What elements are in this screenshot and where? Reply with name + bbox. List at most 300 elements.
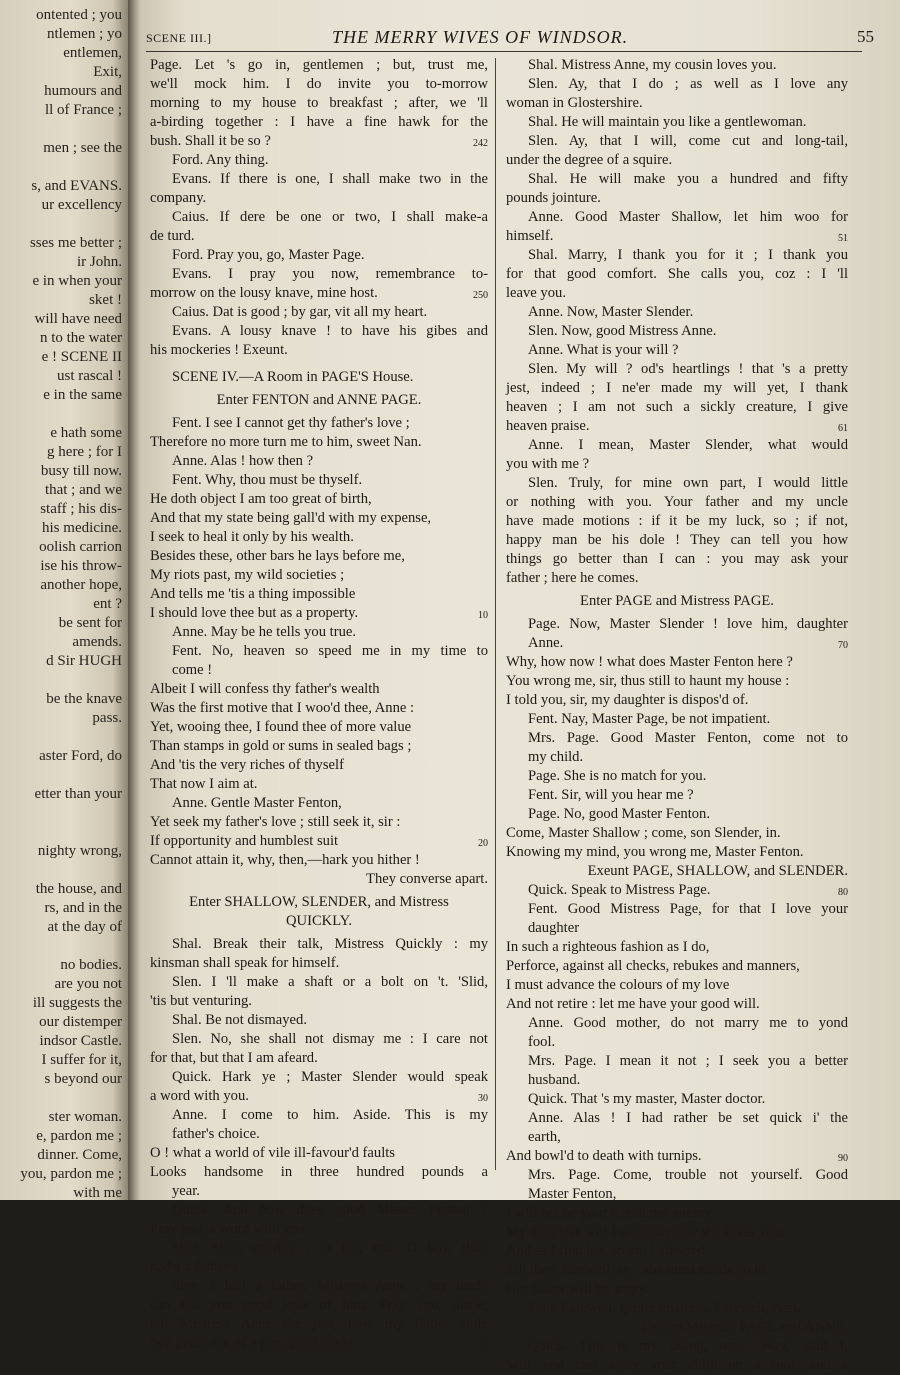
line-text: Knowing my mind, you wrong me, Master Fenton. [506,844,804,860]
book-gutter [128,0,140,1200]
text-line [506,56,848,75]
line-text: himself. [506,228,554,244]
left-page-fragment: Exit, [93,64,122,80]
text-line [506,672,848,691]
text-line [150,490,488,509]
line-text: Perforce, against all checks, rebukes and manners, [506,958,800,974]
line-text: SCENE IV.—A Room in PAGE'S House. [172,369,414,385]
line-text: Quick. This is my doing, now. 'Nay,' said I, [528,1338,848,1354]
line-text: Quick. Hark ye ; Master Slender would speak [172,1069,488,1085]
text-line [506,1261,848,1280]
line-number: 51 [838,233,848,244]
line-text: Exeunt Mistress PAGE and ANNE. [641,1319,848,1335]
line-text: Evans. A lousy knave ! to have his gibes and [172,323,488,339]
line-text: Shal. Break their talk, Mistress Quickly : my [172,936,488,952]
line-text: 'tis but venturing. [150,993,252,1009]
text-line [506,189,848,208]
line-text: Slen. I 'll make a shaft or a bolt on 't. 'Slid, [172,974,488,990]
line-text: Anne. Now, Master Slender. [528,304,694,320]
left-page-fragment: ir John. [77,254,122,270]
text-line [506,862,848,881]
left-page-fragment: ontented ; you [36,7,122,23]
line-number: 41 [478,1340,488,1351]
line-text: Shal. He will maintain you like a gentlewoman. [528,114,807,130]
left-page-fragment: that ; and we [44,482,122,498]
text-line [506,1033,848,1052]
text-line [150,1049,488,1068]
left-page-fragment: busy till now. [40,463,122,479]
line-text: father ; here he comes. [506,570,639,586]
text-line [506,1109,848,1128]
line-text: or nothing with you. Your father and my uncle [506,494,848,510]
text-line [506,1299,848,1318]
text-line [150,1334,488,1353]
line-text: Fent. Sir, will you hear me ? [528,787,694,803]
line-text: you with me ? [506,456,590,472]
left-page-fragment: g here ; for I [47,444,122,460]
left-page-fragment: pass. [92,710,122,726]
text-line [506,1280,848,1299]
page-number: 55 [857,27,874,46]
text-line [150,368,488,387]
line-number: 242 [473,138,488,149]
line-text: Anne. I mean, Master Slender, what would [528,437,848,453]
text-line [150,113,488,132]
line-text: Quick. That 's my master, Master doctor. [528,1091,766,1107]
line-text: father's choice. [172,1126,260,1142]
text-line [506,455,848,474]
line-text: Anne. [528,635,564,651]
text-line [506,919,848,938]
line-text: fool. [528,1034,556,1050]
text-line [150,528,488,547]
line-text: Fent. Good Mistress Page, for that I love your [528,901,848,917]
line-text: Fent. Why, thou must be thyself. [172,472,363,488]
line-text: Shal. She's coming ; to her, coz. O boy, thou [172,1240,488,1256]
line-text: have made motions : if it be my luck, so ; if not, [506,513,848,529]
text-line [150,1277,488,1296]
text-line [150,1011,488,1030]
left-page-fragment: ise his throw- [40,558,122,574]
text-line [506,569,848,588]
text-line [150,170,488,189]
left-page-fragment: his medicine. [42,520,122,536]
line-text: Caius. If dere be one or two, I shall make-a [172,209,488,225]
left-page-fragment: nighty wrong, [37,843,122,859]
text-line [506,1166,848,1185]
text-line [506,1337,848,1356]
line-text: Cannot attain it, why, then,—hark you hither ! [150,852,420,868]
text-line [150,509,488,528]
text-line [150,912,488,931]
line-text: In such a righteous fashion as I do, [506,939,710,955]
line-text: Anne. Alas ! how then ? [172,453,314,469]
text-line [150,1087,488,1106]
left-page-fragment: e in the same [43,387,122,403]
line-text: My daughter will I question how she loves you, [506,1224,785,1240]
line-text: jest, indeed ; I ne'er made my will yet, I thank [506,380,848,396]
text-line [506,322,848,341]
line-text: Slen. I had a father, Mistress Anne ; my uncle [172,1278,488,1294]
line-text: Enter FENTON and ANNE PAGE. [216,392,422,408]
text-line [506,265,848,284]
scene-label: SCENE III.] [146,31,212,45]
text-line [506,1071,848,1090]
line-number: 10 [478,610,488,621]
text-line [150,227,488,246]
line-text: Ford. Pray you, go, Master Page. [172,247,365,263]
text-line [506,900,848,919]
text-line [150,208,488,227]
line-text: Fent. No, heaven so speed me in my time to [172,643,488,659]
text-line [150,189,488,208]
line-text: Till then, farewell, sir : she must needs go in ; [506,1262,773,1278]
text-line [150,992,488,1011]
text-line [150,1144,488,1163]
line-text: Anne. I come to him. Aside. This is my [172,1107,488,1123]
text-line [150,870,488,889]
line-text: husband. [528,1072,581,1088]
line-text: kinsman shall speak for himself. [150,955,340,971]
text-line [150,303,488,322]
line-text: Shal. Be not dismayed. [172,1012,307,1028]
line-text: And bowl'd to death with turnips. [506,1148,702,1164]
running-title: THE MERRY WIVES OF WINDSOR. [332,27,629,47]
line-text: my child. [528,749,584,765]
left-page-fragment: entlemen, [63,45,122,61]
left-page-fragment: n to the water [39,330,122,346]
text-line [150,1182,488,1201]
text-line [150,737,488,756]
text-line [150,1258,488,1277]
line-text: O ! what a world of vile ill-favour'd faults [150,1145,395,1161]
line-text: tell Mistress Anne the jest, how my father stole [150,1316,488,1332]
left-page-fragment: be sent for [58,615,122,631]
left-page-fragment: at the day of [47,919,122,935]
text-line [506,512,848,531]
line-text: heaven praise. [506,418,590,434]
line-text: He doth object I am too great of birth, [150,491,372,507]
left-page-fragment: e, pardon me ; [36,1128,122,1144]
line-text: Quick. And how does good Master Fenton ? [172,1202,488,1218]
text-line [506,1204,848,1223]
text-line [150,1163,488,1182]
line-text: pounds jointure. [506,190,601,206]
line-text: Page. Let 's go in, gentlemen ; but, trust me, [150,57,488,73]
line-text: Evans. I pray you now, remembrance to- [172,266,488,282]
line-text: If opportunity and humblest suit [150,833,339,849]
left-page-fragment: staff ; his dis- [40,501,122,517]
line-text: Mrs. Page. Good Master Fenton, come not to [528,730,848,746]
line-text: Enter PAGE and Mistress PAGE. [580,593,774,609]
line-text: morrow on the lousy knave, mine host. [150,285,378,301]
line-text: Anne. Alas ! I had rather be set quick i' the [528,1110,848,1126]
line-text: Ford. Any thing. [172,152,269,168]
text-line [506,379,848,398]
text-line [150,585,488,604]
left-page-fragment: no bodies. [60,957,122,973]
column-divider [495,58,496,1170]
line-text: Enter SHALLOW, SLENDER, and Mistress [189,894,449,910]
line-text: I told you, sir, my daughter is dispos'd of. [506,692,749,708]
line-text: under the degree of a squire. [506,152,673,168]
line-text: Quick. Speak to Mistress Page. [528,882,711,898]
text-line [150,566,488,585]
text-line [150,1068,488,1087]
line-text: Yet seek my father's love ; still seek it, sir : [150,814,401,830]
text-line [150,547,488,566]
text-line [506,805,848,824]
text-line [150,433,488,452]
line-text: Shal. Marry, I thank you for it ; I thank you [528,247,848,263]
text-line [150,151,488,170]
text-line [150,1220,488,1239]
line-number: 250 [473,290,488,301]
line-text: Page. She is no match for you. [528,768,707,784]
left-page-fragment: amends. [72,634,122,650]
text-line [150,265,488,284]
text-line [150,680,488,699]
text-line [150,94,488,113]
line-text: company. [150,190,207,206]
line-text: come ! [172,662,213,678]
text-line [150,1201,488,1220]
line-text: bush. Shall it be so ? [150,133,271,149]
text-line [506,208,848,227]
line-number: 90 [838,1153,848,1164]
line-text: Pray you, a word with you. [150,1221,309,1237]
text-line [506,1147,848,1166]
book-page [140,0,900,1373]
left-page-fragment: humours and [44,83,122,99]
text-line [506,957,848,976]
line-number: 20 [478,838,488,849]
line-text: Exeunt PAGE, SHALLOW, and SLENDER. [587,863,848,879]
left-page-fragment: ent ? [93,596,122,612]
line-text: hadst a father ! [150,1259,238,1275]
text-line [506,592,848,611]
left-page-fragment: will have need [34,311,122,327]
text-line [506,360,848,379]
line-text: Fent. Nay, Master Page, be not impatient. [528,711,771,727]
left-page-fragment: e in when your [32,273,122,289]
left-page-fragment: e hath some [50,425,122,441]
text-line [506,767,848,786]
line-text: year. [172,1183,200,1199]
text-line [506,881,848,900]
left-page-fragment: are you not [54,976,122,992]
text-line [150,851,488,870]
line-text: Master Fenton, [528,1186,617,1202]
left-page-fragment: indsor Castle. [39,1033,122,1049]
left-page-fragment: with me [73,1185,122,1201]
left-page-fragment: dinner. Come, [37,1147,122,1163]
line-text: And 'tis the very riches of thyself [150,757,344,773]
line-text: QUICKLY. [286,913,352,929]
line-text: Shal. Mistress Anne, my cousin loves you. [528,57,777,73]
line-text: Anne. Good Master Shallow, let him woo for [528,209,848,225]
line-text: his mockeries ! Exeunt. [150,342,288,358]
line-text: de turd. [150,228,195,244]
line-text: Mrs. Page. I mean it not ; I seek you a better [528,1053,848,1069]
text-line [150,775,488,794]
text-line [150,341,488,360]
text-line [506,634,848,653]
text-line [506,284,848,303]
line-text: two geese out of a pen, good uncle. [150,1335,357,1351]
left-page-fragment: s, and EVANS. [31,178,122,194]
text-line [150,893,488,912]
line-text: Mrs. Page. Come, trouble not yourself. Good [528,1167,848,1183]
text-line [506,417,848,436]
left-page-fragment: d Sir HUGH [46,653,122,669]
text-line [506,1318,848,1337]
line-text: Slen. My will ? od's heartlings ! that 's a pretty [528,361,848,377]
line-text: Slen. Truly, for mine own part, I would little [528,475,848,491]
left-page-fragment: ust rascal ! [57,368,122,384]
text-line [506,976,848,995]
line-number: 61 [838,423,848,434]
line-text: Anne. Gentle Master Fenton, [172,795,342,811]
line-text: Slen. Ay, that I do ; as well as I love any [528,76,848,92]
line-text: Why, how now ! what does Master Fenton here ? [506,654,793,670]
line-text: things go better than I can : you may ask your [506,551,848,567]
text-line [506,1090,848,1109]
text-line [506,995,848,1014]
text-line [506,550,848,569]
line-number: 70 [838,640,848,651]
text-line [506,1242,848,1261]
line-text: Fent. I see I cannot get thy father's love ; [172,415,410,431]
text-line [506,170,848,189]
line-text: I should love thee but as a property. [150,605,359,621]
text-line [150,642,488,661]
line-text: for that, but that I am afeard. [150,1050,318,1066]
left-page-fragment: ll of France ; [44,102,122,118]
left-page-fragment: another hope, [40,577,122,593]
text-line [150,391,488,410]
line-text: Anne. Good mother, do not marry me to yond [528,1015,848,1031]
line-text: Was the first motive that I woo'd thee, Anne : [150,700,415,716]
left-page-fragment: sses me better ; [29,235,122,251]
text-line [150,1239,488,1258]
text-line [150,973,488,992]
text-line [506,474,848,493]
left-page-fragment: be the knave [46,691,122,707]
text-line [150,623,488,642]
text-line [150,1030,488,1049]
text-line [506,1052,848,1071]
line-text: Come, Master Shallow ; come, son Slender, in. [506,825,781,841]
line-text: Than stamps in gold or sums in sealed bags ; [150,738,412,754]
text-line [506,227,848,246]
line-text: can tell you good jests of him. Pray you, uncle, [150,1297,488,1313]
text-line [506,132,848,151]
line-text: Page. Now, Master Slender ! love him, daughter [528,616,848,632]
text-line [506,691,848,710]
line-text: Caius. Dat is good ; by gar, vit all my heart. [172,304,428,320]
line-text: daughter [528,920,580,936]
text-line [150,322,488,341]
right-text-column [506,56,848,1373]
line-text: Anne. May be he tells you true. [172,624,356,640]
text-line [506,531,848,550]
line-text: Evans. If there is one, I shall make two in the [172,171,488,187]
line-text: a word with you. [150,1088,249,1104]
text-line [150,832,488,851]
left-page-fragment: our distemper [39,1014,122,1030]
text-line [506,615,848,634]
text-line [150,813,488,832]
line-number: 80 [838,887,848,898]
left-page-fragment: ntlemen ; yo [47,26,122,42]
text-line [506,246,848,265]
line-text: heaven ; I am not such a sickly creature, I give [506,399,848,415]
line-text: morning to my house to breakfast ; after, we 'll [150,95,488,111]
left-page-fragment: s beyond our [44,1071,122,1087]
line-text: Slen. Ay, that I will, come cut and long-tail, [528,133,848,149]
text-line [506,151,848,170]
left-page-fragment: sket ! [89,292,122,308]
text-line [506,1356,848,1375]
text-line [506,493,848,512]
line-number: 30 [478,1093,488,1104]
text-line [150,471,488,490]
text-line [150,1315,488,1334]
running-header [146,27,874,52]
text-line [150,284,488,303]
line-text: Her father will be angry. [506,1281,649,1297]
text-line [506,341,848,360]
text-line [150,699,488,718]
line-text: And that my state being gall'd with my expense, [150,510,432,526]
left-page-fragment: the house, and [35,881,122,897]
line-text: we'll mock him. I do invite you to-morrow [150,76,488,92]
text-line [150,56,488,75]
line-text: You wrong me, sir, thus still to haunt my house : [506,673,790,689]
text-line [150,1106,488,1125]
line-text: Page. No, good Master Fenton. [528,806,710,822]
line-text: Looks handsome in three hundred pounds a [150,1164,488,1180]
left-page-fragment: aster Ford, do [39,748,122,764]
line-text: Besides these, other bars he lays before me, [150,548,405,564]
line-text: That now I aim at. [150,776,258,792]
line-text: Slen. No, she shall not dismay me : I care not [172,1031,488,1047]
text-line [506,113,848,132]
left-page-fragment: etter than your [34,786,122,802]
text-line [506,824,848,843]
line-text: And tells me 'tis a thing impossible [150,586,356,602]
text-line [506,1128,848,1147]
line-text: Therefore no more turn me to him, sweet Nan. [150,434,422,450]
text-line [150,414,488,433]
text-line [506,843,848,862]
text-line [506,94,848,113]
text-line [506,729,848,748]
text-line [506,75,848,94]
text-line [150,935,488,954]
line-text: And as I find her, so am I affected. [506,1243,709,1259]
line-text: happy man be his dole ! They can tell you how [506,532,848,548]
line-text: leave you. [506,285,566,301]
line-text: They converse apart. [366,871,488,887]
left-page-fragment: e ! SCENE II [41,349,122,365]
line-text: Albeit I will confess thy father's wealth [150,681,380,697]
line-text: Anne. What is your will ? [528,342,679,358]
text-line [150,1296,488,1315]
text-line [150,132,488,151]
line-text: a-birding together : I have a fine hawk for the [150,114,488,130]
